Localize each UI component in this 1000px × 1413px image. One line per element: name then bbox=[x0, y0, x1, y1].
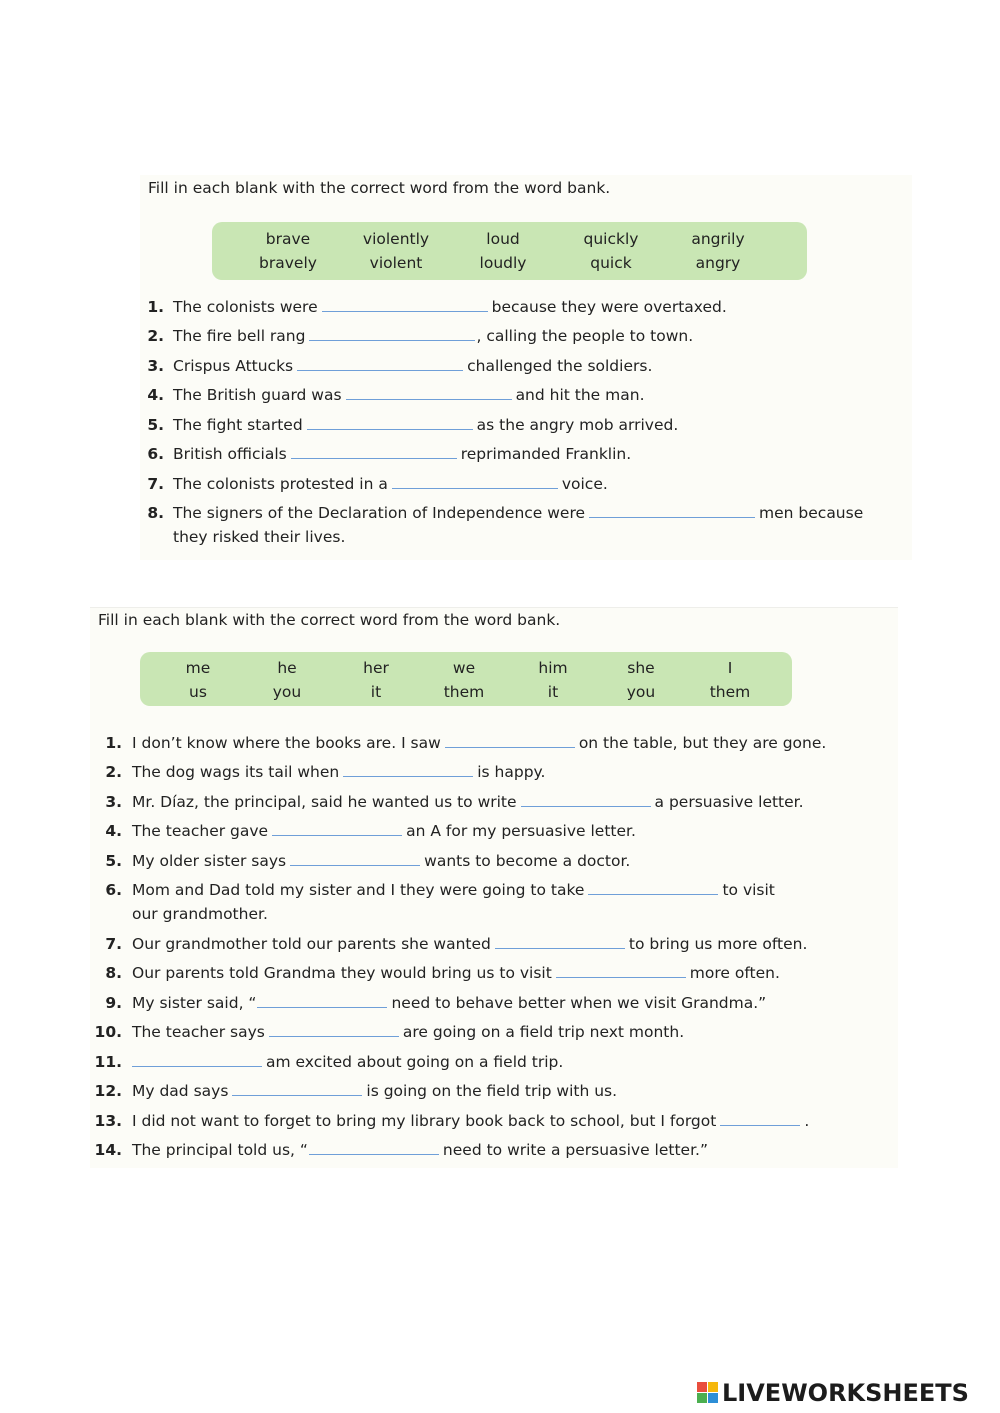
question-text: Mr. Díaz, the principal, said he wanted us to write bbox=[132, 793, 517, 811]
word-bank-word: quickly bbox=[583, 230, 639, 248]
word-bank-word: angrily bbox=[691, 230, 745, 248]
question-text: reprimanded Franklin. bbox=[460, 445, 632, 463]
question-text: My older sister says bbox=[132, 852, 287, 870]
question-text: need to behave better when we visit Grandma.” bbox=[391, 994, 767, 1012]
answer-blank[interactable] bbox=[297, 358, 463, 371]
question-text: Our grandmother told our parents she wanted bbox=[132, 935, 491, 953]
question-text: The teacher gave bbox=[132, 822, 269, 840]
question-text: voice. bbox=[561, 475, 608, 493]
question-text: need to write a persuasive letter.” bbox=[442, 1141, 708, 1159]
question-text: I don’t know where the books are. I saw bbox=[132, 734, 441, 752]
question-text: a persuasive letter. bbox=[654, 793, 804, 811]
answer-blank[interactable] bbox=[556, 965, 686, 978]
question-text: The signers of the Declaration of Independence were bbox=[173, 504, 586, 522]
question-text: My dad says bbox=[132, 1082, 229, 1100]
question-text: The teacher says bbox=[132, 1023, 265, 1041]
question-number: 3. bbox=[147, 357, 164, 375]
question-text: The fire bell rang bbox=[173, 327, 306, 345]
question-text: men because bbox=[759, 504, 864, 522]
answer-blank[interactable] bbox=[269, 1024, 399, 1037]
question-text: to visit bbox=[722, 881, 775, 899]
question-text: and hit the man. bbox=[515, 386, 645, 404]
word-bank-word: it bbox=[547, 683, 559, 701]
question-number: 4. bbox=[105, 822, 122, 840]
question-number: 4. bbox=[147, 386, 164, 404]
section-2-instruction: Fill in each blank with the correct word from the word bank. bbox=[98, 611, 561, 629]
question-number: 2. bbox=[147, 327, 164, 345]
word-bank-word: them bbox=[443, 683, 485, 701]
question-text: The British guard was bbox=[173, 386, 342, 404]
word-bank-word: violent bbox=[369, 254, 423, 272]
answer-blank[interactable] bbox=[445, 735, 575, 748]
answer-blank[interactable] bbox=[309, 1142, 439, 1155]
question-number: 14. bbox=[94, 1141, 122, 1159]
word-bank-word: loudly bbox=[479, 254, 527, 272]
question-text: to bring us more often. bbox=[628, 935, 808, 953]
answer-blank[interactable] bbox=[232, 1083, 362, 1096]
question-text: . bbox=[804, 1112, 810, 1130]
answer-blank[interactable] bbox=[291, 446, 457, 459]
question-number: 1. bbox=[147, 298, 164, 316]
question-text: The dog wags its tail when bbox=[132, 763, 340, 781]
question-number: 11. bbox=[94, 1053, 122, 1071]
answer-blank[interactable] bbox=[290, 853, 420, 866]
question-text: The colonists were bbox=[173, 298, 318, 316]
question-number: 3. bbox=[105, 793, 122, 811]
answer-blank[interactable] bbox=[589, 505, 755, 518]
answer-blank[interactable] bbox=[307, 417, 473, 430]
question-number: 5. bbox=[147, 416, 164, 434]
question-text: is going on the field trip with us. bbox=[366, 1082, 618, 1100]
answer-blank[interactable] bbox=[521, 794, 651, 807]
word-bank-word: them bbox=[709, 683, 751, 701]
question-text: as the angry mob arrived. bbox=[476, 416, 679, 434]
question-text: Mom and Dad told my sister and I they were going to take bbox=[132, 881, 585, 899]
answer-blank[interactable] bbox=[322, 299, 488, 312]
question-text: , calling the people to town. bbox=[476, 327, 694, 345]
answer-blank[interactable] bbox=[272, 823, 402, 836]
question-number: 13. bbox=[94, 1112, 122, 1130]
word-bank-word: violently bbox=[362, 230, 430, 248]
question-text: wants to become a doctor. bbox=[424, 852, 631, 870]
question-number: 7. bbox=[105, 935, 122, 953]
section-1-instruction: Fill in each blank with the correct word from the word bank. bbox=[148, 179, 611, 197]
answer-blank[interactable] bbox=[309, 328, 475, 341]
question-text: Our parents told Grandma they would bring us to visit bbox=[132, 964, 552, 982]
word-bank-2 bbox=[140, 652, 792, 706]
answer-blank[interactable] bbox=[343, 764, 473, 777]
answer-blank[interactable] bbox=[392, 476, 558, 489]
word-bank-1 bbox=[212, 222, 807, 280]
question-number: 2. bbox=[105, 763, 122, 781]
question-text: My sister said, “ bbox=[132, 994, 257, 1012]
exercise-section-2 bbox=[90, 607, 898, 1168]
word-bank-word: us bbox=[189, 683, 207, 701]
question-text: because they were overtaxed. bbox=[491, 298, 727, 316]
word-bank-word: bravely bbox=[259, 254, 317, 272]
question-text: they risked their lives. bbox=[173, 528, 346, 546]
question-text: an A for my persuasive letter. bbox=[406, 822, 636, 840]
question-number: 1. bbox=[105, 734, 122, 752]
word-bank-word: me bbox=[185, 659, 211, 677]
answer-blank[interactable] bbox=[257, 995, 387, 1008]
answer-blank[interactable] bbox=[132, 1054, 262, 1067]
word-bank-word: I bbox=[727, 659, 733, 677]
logo-text: LIVEWORKSHEETS bbox=[722, 1379, 969, 1407]
question-text: more often. bbox=[689, 964, 780, 982]
word-bank-word: angry bbox=[695, 254, 741, 272]
question-number: 8. bbox=[105, 964, 122, 982]
question-number: 6. bbox=[147, 445, 164, 463]
question-text: The fight started bbox=[173, 416, 303, 434]
answer-blank[interactable] bbox=[588, 882, 718, 895]
word-bank-word: she bbox=[627, 659, 655, 677]
logo-mark-icon bbox=[697, 1382, 719, 1404]
liveworksheets-logo bbox=[697, 1378, 969, 1408]
question-number: 7. bbox=[147, 475, 164, 493]
question-text: on the table, but they are gone. bbox=[578, 734, 827, 752]
answer-blank[interactable] bbox=[720, 1113, 800, 1126]
question-text: is happy. bbox=[477, 763, 546, 781]
question-number: 9. bbox=[105, 994, 122, 1012]
question-number: 12. bbox=[94, 1082, 122, 1100]
question-number: 10. bbox=[94, 1023, 122, 1041]
question-number: 8. bbox=[147, 504, 164, 522]
word-bank-word: her bbox=[363, 659, 389, 677]
word-bank-word: you bbox=[626, 683, 656, 701]
word-bank-word: he bbox=[277, 659, 297, 677]
question-text: I did not want to forget to bring my library book back to school, but I forgot bbox=[132, 1112, 717, 1130]
question-text: Crispus Attucks bbox=[173, 357, 294, 375]
question-text: challenged the soldiers. bbox=[467, 357, 653, 375]
question-text: am excited about going on a field trip. bbox=[266, 1053, 564, 1071]
question-text: British officials bbox=[173, 445, 287, 463]
answer-blank[interactable] bbox=[495, 936, 625, 949]
word-bank-word: him bbox=[538, 659, 568, 677]
question-text: The colonists protested in a bbox=[173, 475, 388, 493]
question-text: our grandmother. bbox=[132, 905, 268, 923]
question-text: are going on a field trip next month. bbox=[402, 1023, 685, 1041]
word-bank-word: brave bbox=[265, 230, 311, 248]
word-bank-word: loud bbox=[486, 230, 520, 248]
word-bank-word: it bbox=[370, 683, 382, 701]
question-number: 5. bbox=[105, 852, 122, 870]
word-bank-word: quick bbox=[590, 254, 632, 272]
question-text: The principal told us, “ bbox=[132, 1141, 308, 1159]
exercise-section-1 bbox=[140, 175, 912, 560]
question-number: 6. bbox=[105, 881, 122, 899]
word-bank-word: you bbox=[272, 683, 302, 701]
answer-blank[interactable] bbox=[346, 387, 512, 400]
word-bank-word: we bbox=[452, 659, 476, 677]
